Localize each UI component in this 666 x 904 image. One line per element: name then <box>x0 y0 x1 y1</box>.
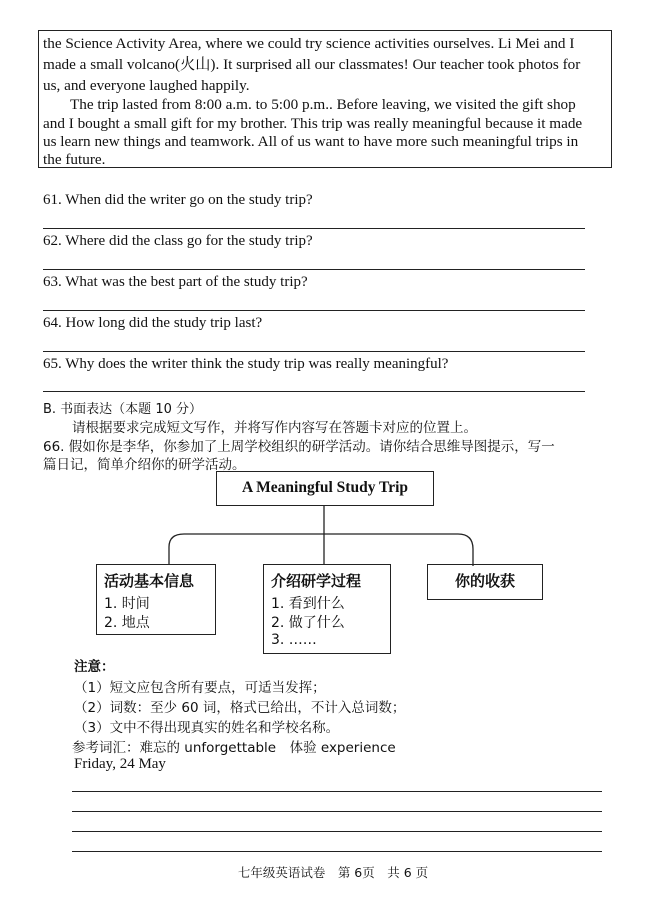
mindmap-box-process-title: 介绍研学过程 <box>271 572 362 590</box>
notes-item: （1）短文应包含所有要点，可适当发挥； <box>74 680 326 696</box>
mindmap-item: 3. …… <box>271 632 317 648</box>
mindmap-box-harvest-title: 你的收获 <box>454 572 515 590</box>
passage-line: us learn new things and teamwork. All of us want to have more such meaningful trips in <box>43 133 579 150</box>
mindmap-item: 2. 地点 <box>104 615 150 631</box>
mindmap-root-title: A Meaningful Study Trip <box>241 479 409 496</box>
mindmap-item: 1. 时间 <box>104 596 150 612</box>
question-63: 63. What was the best part of the study trip? <box>43 274 308 290</box>
writing-line[interactable] <box>72 851 602 852</box>
reference-vocab: 参考词汇：难忘的 unforgettable 体验 experience <box>72 740 396 756</box>
passage-line: and I bought a small gift for my brother. This trip was really meaningful because it made <box>43 115 583 132</box>
notes-item: （3）文中不得出现真实的姓名和学校名称。 <box>74 720 340 736</box>
section-b-instruction: 请根据要求完成短文写作，并将写作内容写在答题卡对应的位置上。 <box>72 420 477 436</box>
mindmap-item: 2. 做了什么 <box>271 615 345 631</box>
writing-line[interactable] <box>72 811 602 812</box>
passage-line: the future. <box>43 151 106 168</box>
passage-line: the Science Activity Area, where we could try science activities ourselves. Li Mei and I <box>43 35 575 52</box>
diary-date: Friday, 24 May <box>74 756 166 772</box>
question-62: 62. Where did the class go for the study trip? <box>43 233 313 249</box>
mindmap-box-basic-info-title: 活动基本信息 <box>104 572 195 590</box>
writing-prompt-line1: 66. 假如你是李华，你参加了上周学校组织的研学活动。请你结合思维导图提示，写一 <box>43 439 555 455</box>
page-footer: 七年级英语试卷 第 6页 共 6 页 <box>237 865 429 880</box>
mindmap-item: 1. 看到什么 <box>271 596 345 612</box>
question-65: 65. Why does the writer think the study trip was really meaningful? <box>43 356 449 372</box>
passage-line: us, and everyone laughed happily. <box>43 77 250 94</box>
writing-line[interactable] <box>72 791 602 792</box>
writing-line[interactable] <box>72 831 602 832</box>
notes-title: 注意： <box>74 659 115 675</box>
passage-line: made a small volcano(火山). It surprised all our classmates! Our teacher took photos for <box>43 56 581 73</box>
question-61: 61. When did the writer go on the study trip? <box>43 192 313 208</box>
passage-line: The trip lasted from 8:00 a.m. to 5:00 p.m.. Before leaving, we visited the gift shop <box>70 96 576 113</box>
question-64: 64. How long did the study trip last? <box>43 315 263 331</box>
writing-prompt-line2: 篇日记，简单介绍你的研学活动。 <box>43 457 246 473</box>
section-b-heading: B. 书面表达（本题 10 分） <box>43 402 202 417</box>
notes-item: （2）词数：至少 60 词，格式已给出，不计入总词数； <box>74 700 406 716</box>
